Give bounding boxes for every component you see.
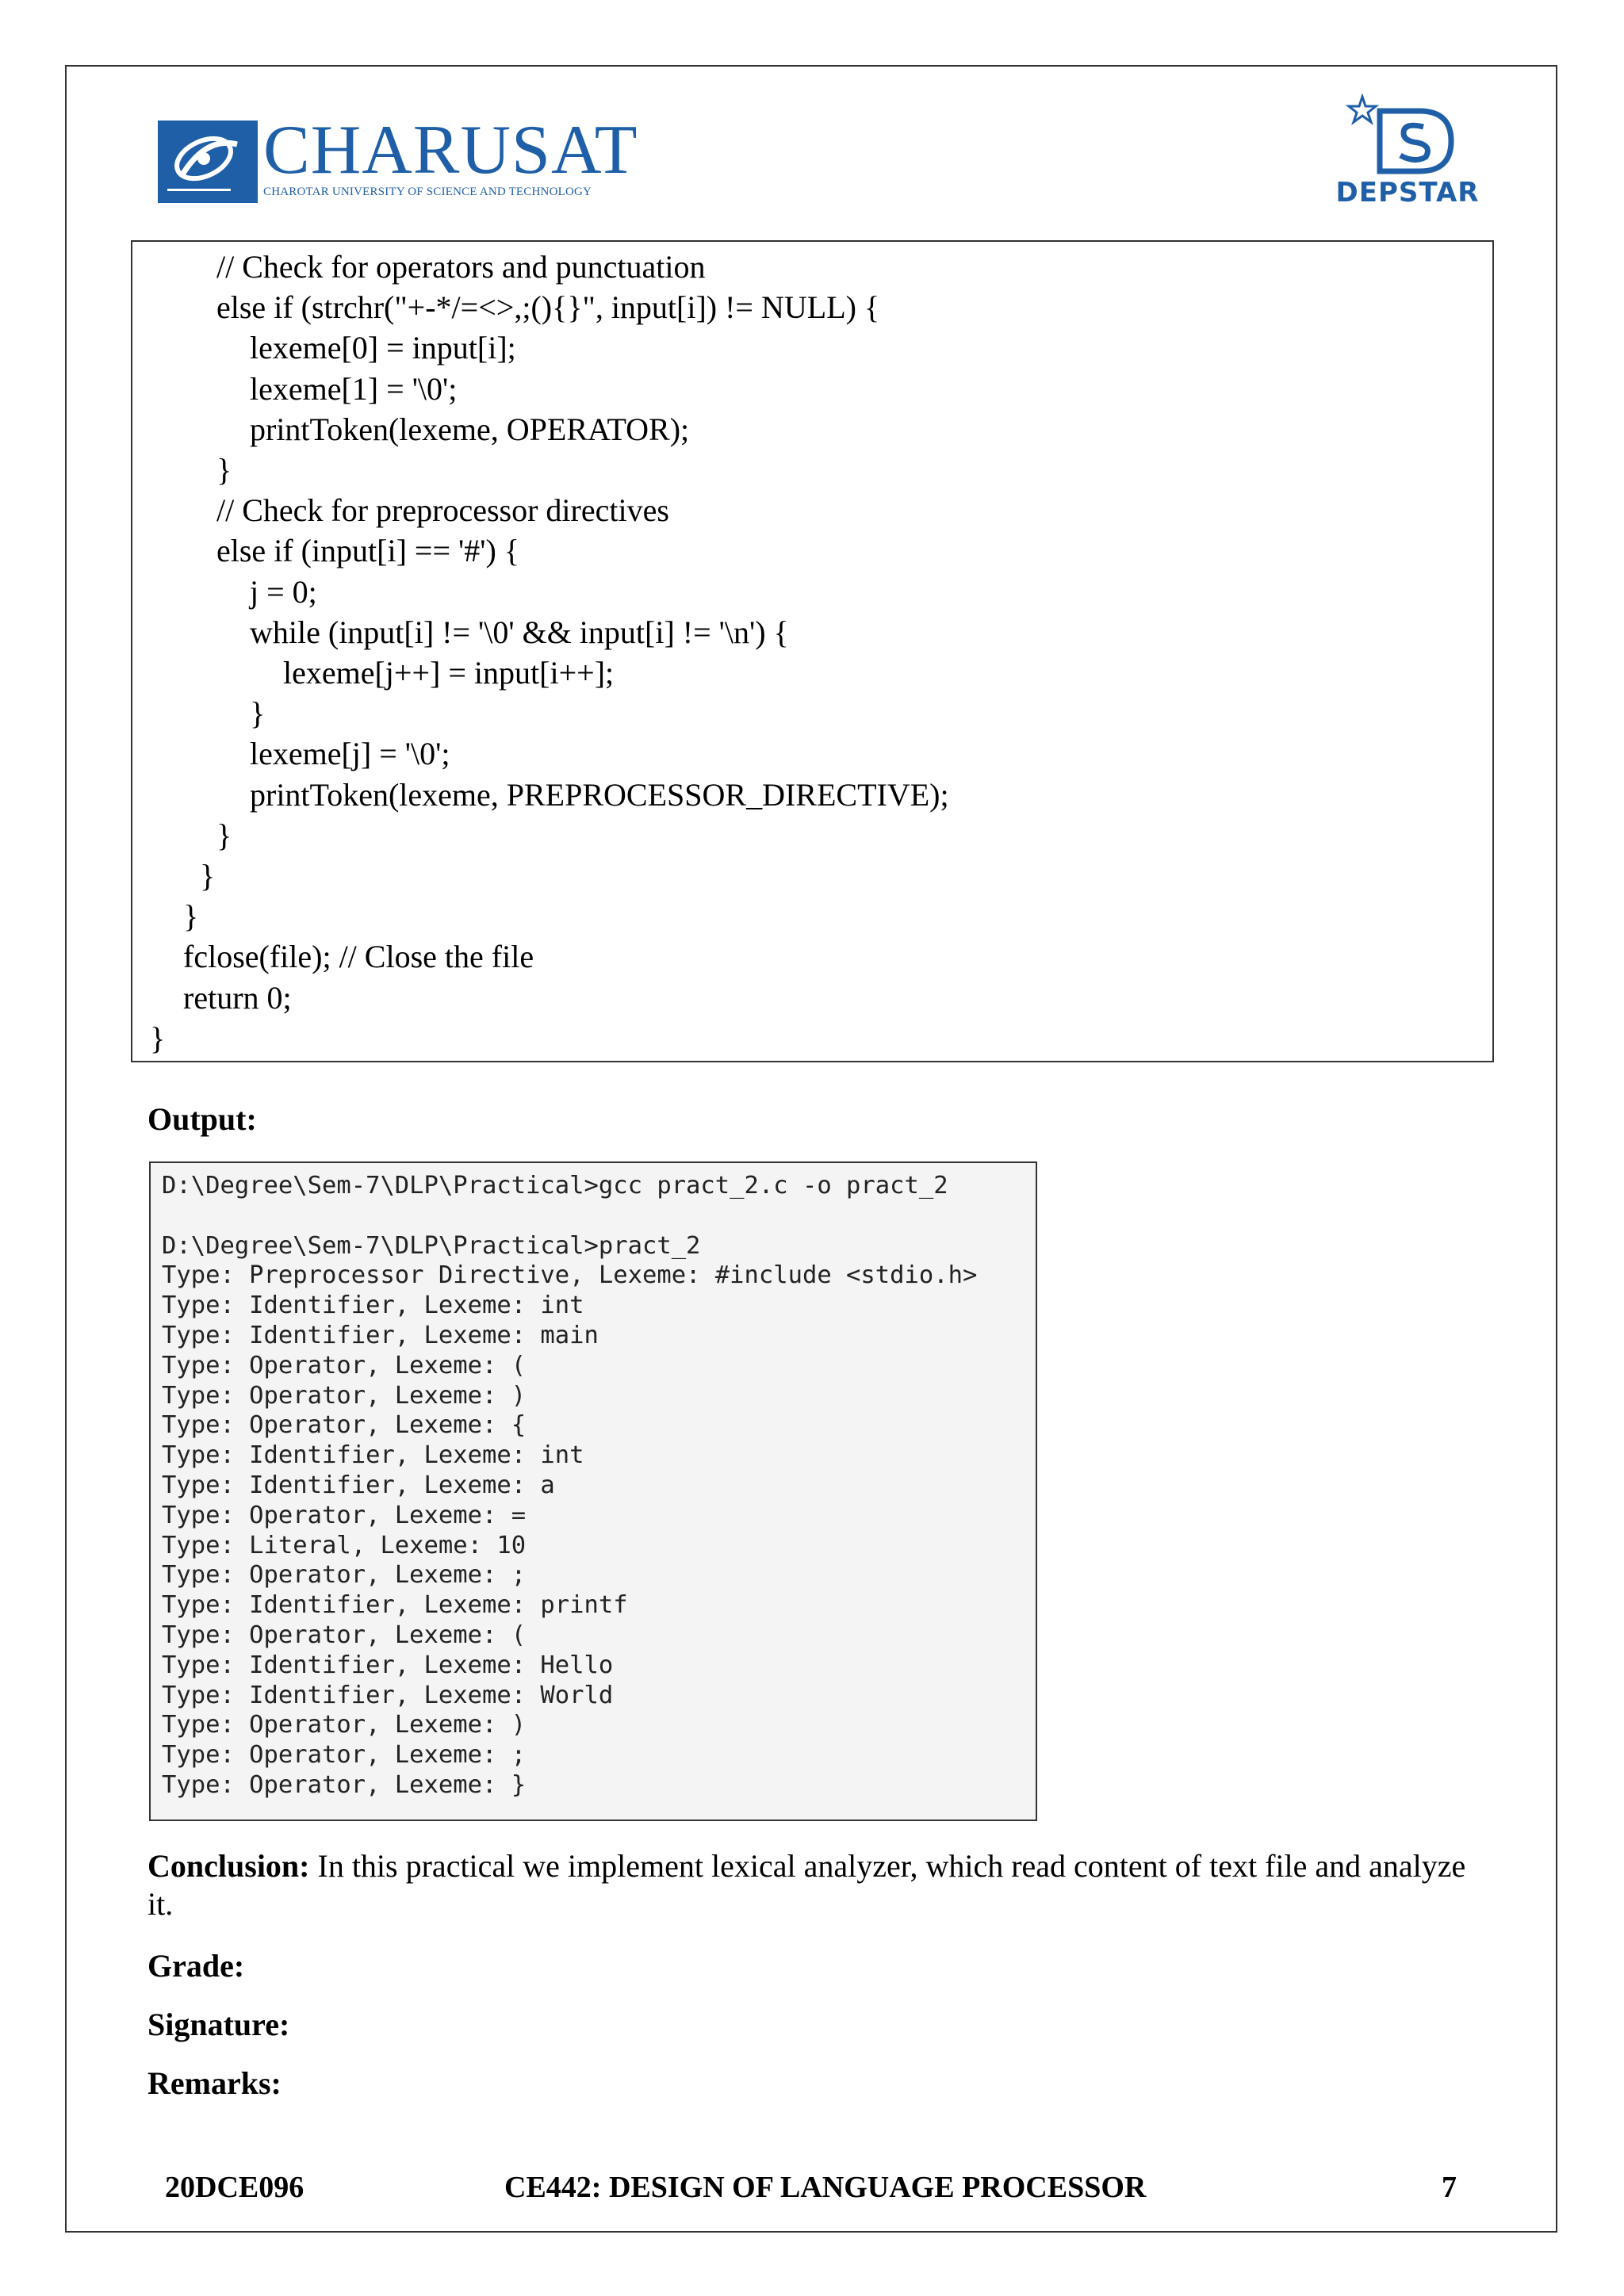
code-line: lexeme[0] = input[i]; <box>250 330 516 366</box>
terminal-line: Type: Identifier, Lexeme: World <box>162 1681 614 1709</box>
terminal-output <box>149 1161 1037 1821</box>
terminal-line: Type: Operator, Lexeme: { <box>162 1411 527 1440</box>
depstar-logo <box>1332 94 1483 212</box>
code-line: fclose(file); // Close the file <box>183 939 534 975</box>
code-line: // Check for operators and punctuation <box>216 249 706 285</box>
code-line: } <box>216 452 232 488</box>
code-line: else if (strchr("+-*/=<>,;(){}", input[i]) != NULL) { <box>216 289 880 326</box>
terminal-line: Type: Operator, Lexeme: ; <box>162 1561 527 1590</box>
code-line: // Check for preprocessor directives <box>216 492 669 529</box>
code-line: return 0; <box>183 979 292 1016</box>
code-line: while (input[i] != '\0' && input[i] != '\n') { <box>250 614 789 650</box>
grade-label: Grade: <box>147 1948 245 1984</box>
conclusion-text: In this practical we implement lexical analyzer, which read content of text file and analyze it. <box>147 1848 1466 1922</box>
charusat-fullname: CHAROTAR UNIVERSITY OF SCIENCE AND TECHNOLOGY <box>263 186 592 198</box>
code-line: } <box>150 1020 166 1056</box>
code-line: } <box>216 817 232 853</box>
terminal-line: Type: Operator, Lexeme: = <box>162 1501 527 1529</box>
code-line: j = 0; <box>250 573 317 610</box>
conclusion <box>147 1847 1496 1923</box>
code-line: } <box>183 898 199 935</box>
terminal-line: Type: Identifier, Lexeme: a <box>162 1471 555 1499</box>
output-heading: Output: <box>147 1101 257 1137</box>
terminal-line: Type: Operator, Lexeme: ) <box>162 1381 527 1410</box>
depstar-wordmark: DEPSTAR <box>1335 177 1480 209</box>
footer-page-number: 7 <box>1442 2171 1457 2204</box>
code-line: else if (input[i] == '#') { <box>216 533 519 569</box>
depstar-emblem-icon <box>1332 94 1483 181</box>
terminal-line: D:\Degree\Sem-7\DLP\Practical>pract_2 <box>162 1231 701 1260</box>
code-line: } <box>250 695 266 732</box>
terminal-line: Type: Operator, Lexeme: ) <box>162 1711 527 1739</box>
remarks-label: Remarks: <box>147 2065 282 2101</box>
terminal-line: Type: Identifier, Lexeme: Hello <box>162 1651 614 1679</box>
charusat-wordmark: CHARUSAT <box>263 112 638 189</box>
charusat-emblem-icon <box>158 121 258 203</box>
charusat-logo <box>158 112 638 203</box>
terminal-line: D:\Degree\Sem-7\DLP\Practical>gcc pract_2.c -o pract_2 <box>162 1172 948 1200</box>
footer-course: CE442: DESIGN OF LANGUAGE PROCESSOR <box>504 2171 1147 2204</box>
code-line: lexeme[j] = '\0'; <box>250 736 450 772</box>
code-line: lexeme[1] = '\0'; <box>250 370 458 407</box>
terminal-line: Type: Operator, Lexeme: ( <box>162 1621 527 1649</box>
conclusion-label: Conclusion: <box>147 1848 310 1884</box>
code-line: printToken(lexeme, OPERATOR); <box>250 411 690 447</box>
signature-label: Signature: <box>147 2007 290 2042</box>
footer-student-id: 20DCE096 <box>165 2171 304 2204</box>
code-line: } <box>200 858 216 894</box>
code-line: printToken(lexeme, PREPROCESSOR_DIRECTIVE); <box>250 776 949 813</box>
terminal-line: Type: Identifier, Lexeme: int <box>162 1441 584 1470</box>
terminal-line: Type: Identifier, Lexeme: printf <box>162 1591 628 1620</box>
terminal-line: Type: Literal, Lexeme: 10 <box>162 1531 527 1559</box>
terminal-line: Type: Identifier, Lexeme: int <box>162 1292 584 1320</box>
terminal-line: Type: Identifier, Lexeme: main <box>162 1322 599 1349</box>
terminal-line: Type: Operator, Lexeme: ; <box>162 1741 527 1770</box>
code-listing <box>131 240 1494 1062</box>
code-line: lexeme[j++] = input[i++]; <box>283 655 615 691</box>
terminal-line: Type: Preprocessor Directive, Lexeme: #include <stdio.h> <box>162 1261 978 1290</box>
terminal-line: Type: Operator, Lexeme: } <box>162 1771 527 1799</box>
terminal-line: Type: Operator, Lexeme: ( <box>162 1351 527 1380</box>
